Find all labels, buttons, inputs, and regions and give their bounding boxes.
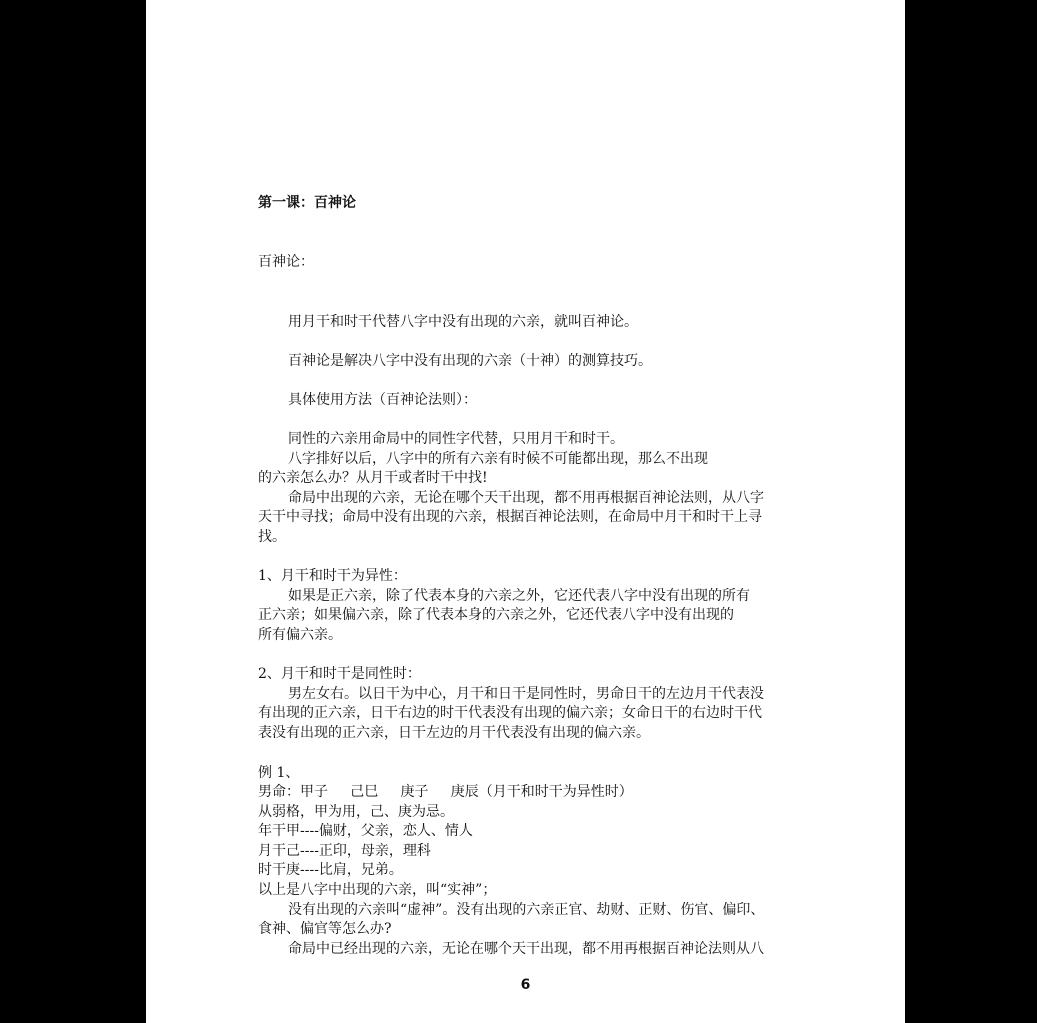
section-label: 百神论： (258, 254, 314, 270)
paragraph-line: 男左女右。以日干为中心，月干和日干是同性时，男命日干的左边月干代表没 (288, 686, 764, 702)
paragraph-line: 有出现的正六亲，日干右边的时干代表没有出现的偏六亲；女命日干的右边时干代 (258, 705, 762, 721)
example-chart-line: 男命：甲子 己巳 庚子 庚辰（月干和时干为异性时） (258, 784, 633, 800)
paragraph-line: 具体使用方法（百神论法则）： (288, 392, 477, 408)
numbered-heading: 1、月干和时干为异性： (258, 568, 407, 584)
paragraph-line: 用月干和时干代替八字中没有出现的六亲，就叫百神论。 (288, 314, 638, 330)
paragraph-line: 没有出现的六亲叫“虚神”。没有出现的六亲正官、劫财、正财、伤官、偏印、 (288, 902, 765, 918)
paragraph-line: 正六亲；如果偏六亲，除了代表本身的六亲之外，它还代表八字中没有出现的 (258, 607, 734, 623)
paragraph-line: 的六亲怎么办？从月干或者时干中找! (258, 470, 488, 486)
paragraph-line: 月干己----正印，母亲，理科 (258, 843, 431, 859)
paragraph-line: 找。 (258, 529, 286, 545)
page-number: 6 (520, 977, 531, 993)
paragraph-line: 命局中已经出现的六亲，无论在哪个天干出现，都不用再根据百神论法则从八 (288, 941, 764, 957)
paragraph-line: 时干庚----比肩，兄弟。 (258, 862, 403, 878)
example-heading: 例 1、 (258, 765, 300, 781)
paragraph-line: 八字排好以后，八字中的所有六亲有时候不可能都出现，那么不出现 (288, 451, 708, 467)
paragraph-line: 所有偏六亲。 (258, 627, 342, 643)
paragraph-line: 百神论是解决八字中没有出现的六亲（十神）的测算技巧。 (288, 353, 652, 369)
paragraph-line: 命局中出现的六亲，无论在哪个天干出现，都不用再根据百神论法则，从八字 (288, 490, 764, 506)
paragraph-line: 表没有出现的正六亲，日干左边的月干代表没有出现的偏六亲。 (258, 725, 650, 741)
document-page (146, 0, 905, 1023)
paragraph-line: 同性的六亲用命局中的同性字代替，只用月干和时干。 (288, 431, 624, 447)
paragraph-line: 从弱格，甲为用，己、庚为忌。 (258, 804, 454, 820)
paragraph-line: 如果是正六亲，除了代表本身的六亲之外，它还代表八字中没有出现的所有 (288, 588, 750, 604)
lesson-title: 第一课：百神论 (258, 195, 356, 211)
paragraph-line: 年干甲----偏财，父亲，恋人、情人 (258, 823, 473, 839)
paragraph-line: 以上是八字中出现的六亲，叫“实神”； (258, 882, 497, 898)
numbered-heading: 2、月干和时干是同性时： (258, 666, 421, 682)
paragraph-line: 食神、偏官等怎么办? (258, 921, 392, 937)
paragraph-line: 天干中寻找；命局中没有出现的六亲，根据百神论法则，在命局中月干和时干上寻 (258, 509, 762, 525)
